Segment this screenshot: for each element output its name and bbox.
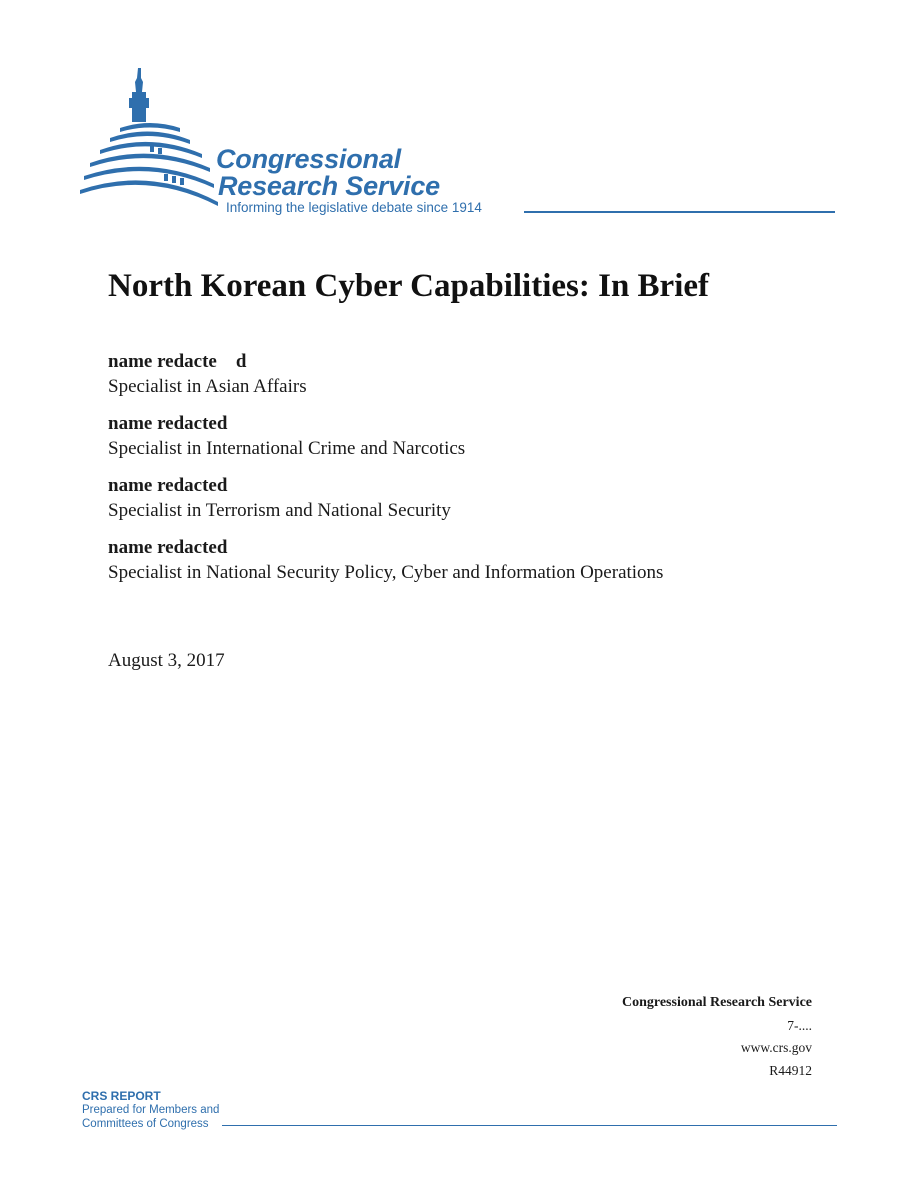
author-title: Specialist in Asian Affairs <box>108 376 307 397</box>
author-name: name redacte d <box>108 351 247 372</box>
author-name: name redacted <box>108 475 228 496</box>
header-rule <box>524 211 835 213</box>
crs-name: Congressional Research Service <box>621 995 812 1010</box>
author-entry <box>108 350 828 400</box>
capitol-dome-icon <box>80 66 220 221</box>
crs-phone: 7-.... <box>787 1017 812 1033</box>
author-title: Specialist in International Crime and Narcotics <box>108 438 466 459</box>
footer <box>82 1089 837 1133</box>
crs-info-block <box>622 992 812 1082</box>
report-number: R44912 <box>769 1062 812 1078</box>
footer-rule <box>222 1125 837 1126</box>
author-name: name redacted <box>108 413 228 434</box>
footer-prepared-line1: Prepared for Members and <box>82 1104 220 1116</box>
crs-logo <box>80 66 840 221</box>
tagline: Informing the legislative debate since 1914 <box>226 200 482 215</box>
org-name-line2: Research Service <box>218 171 440 201</box>
report-date: August 3, 2017 <box>108 650 225 671</box>
author-entry <box>108 536 828 586</box>
crs-website-link[interactable]: www.crs.gov <box>740 1040 812 1055</box>
author-entry <box>108 412 828 462</box>
author-title: Specialist in Terrorism and National Security <box>108 500 451 521</box>
author-title: Specialist in National Security Policy, Cyber and Information Operations <box>108 562 664 583</box>
footer-report-label: CRS REPORT <box>82 1089 161 1103</box>
footer-prepared-line2: Committees of Congress <box>82 1118 209 1130</box>
author-entry <box>108 474 828 524</box>
report-title: North Korean Cyber Capabilities: In Brief <box>108 268 710 304</box>
author-list <box>108 350 828 598</box>
org-name-line1: Congressional <box>216 144 401 174</box>
author-name: name redacted <box>108 537 228 558</box>
